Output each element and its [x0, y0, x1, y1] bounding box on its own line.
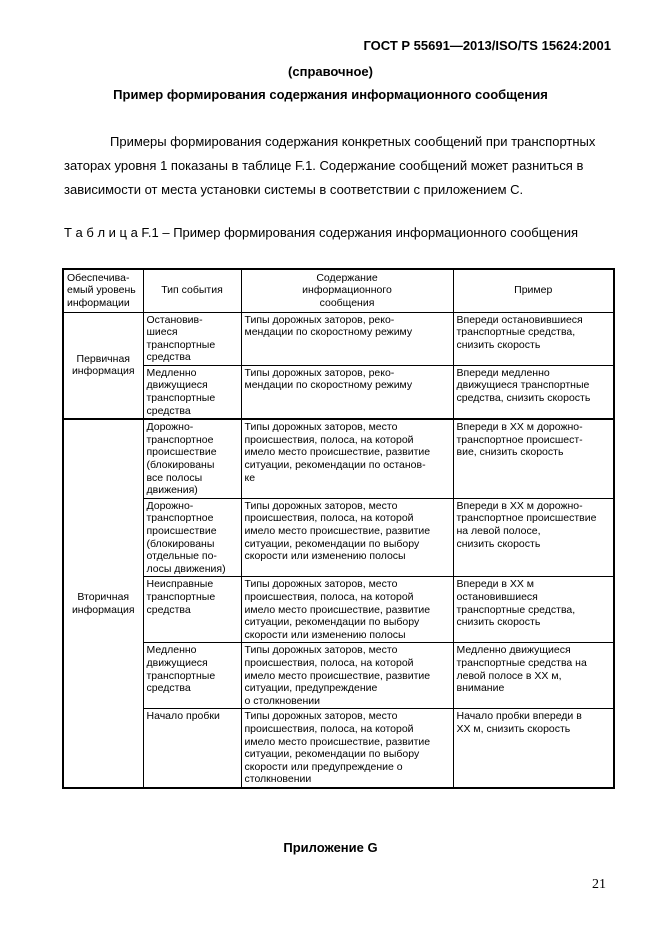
- example-cell: Медленно движущиеся транспортные средства на левой полосе в XX м, внимание: [453, 643, 614, 709]
- annex-type: (справочное): [288, 64, 373, 79]
- table-row: [63, 419, 614, 498]
- content-cell: Типы дорожных заторов, место происшествия, полоса, на которой имело место происшествие, развитие ситуации, предупреждение о столкновении: [241, 643, 453, 709]
- example-cell: Начало пробки впереди в XX м, снизить скорость: [453, 709, 614, 788]
- table-row: [63, 709, 614, 788]
- example-cell: Впереди в XX м дорожно- транспортное происшест- вие, снизить скорость: [453, 419, 614, 498]
- example-cell: Впереди в XX м дорожно- транспортное происшествие на левой полосе, снизить скорость: [453, 498, 614, 577]
- table-row: [63, 365, 614, 419]
- body-paragraph: Примеры формирования содержания конкретных сообщений при транспортных заторах уровня 1 показаны в таблице F.1. Содержание сообщений может разниться в зависимости от места установки системы в соответствии с приложением С.: [64, 134, 596, 197]
- next-annex-heading: Приложение G: [283, 840, 378, 855]
- page-number: 21: [592, 877, 606, 892]
- header-cell: Тип события: [143, 269, 241, 312]
- example-table: [62, 268, 615, 789]
- document-header: ГОСТ Р 55691—2013/ISO/TS 15624:2001: [363, 38, 611, 53]
- header-cell: Содержание информационного сообщения: [241, 269, 453, 312]
- event-cell: Медленно движущиеся транспортные средства: [143, 365, 241, 419]
- table-row: [63, 643, 614, 709]
- section-title: Пример формирования содержания информационного сообщения: [113, 87, 548, 102]
- table-row: [63, 577, 614, 643]
- event-cell: Медленно движущиеся транспортные средства: [143, 643, 241, 709]
- level-cell: Вторичная информация: [63, 419, 143, 788]
- table-row: [63, 312, 614, 365]
- event-cell: Неисправные транспортные средства: [143, 577, 241, 643]
- event-cell: Дорожно- транспортное происшествие (блокированы отдельные по- лосы движения): [143, 498, 241, 577]
- table-header-row: [63, 269, 614, 312]
- content-cell: Типы дорожных заторов, реко- мендации по скоростному режиму: [241, 365, 453, 419]
- event-cell: Начало пробки: [143, 709, 241, 788]
- event-cell: Дорожно- транспортное происшествие (блокированы все полосы движения): [143, 419, 241, 498]
- table-caption: Т а б л и ц а F.1 – Пример формирования содержания информационного сообщения: [64, 225, 579, 240]
- level-cell: Первичная информация: [63, 312, 143, 419]
- content-cell: Типы дорожных заторов, место происшествия, полоса, на которой имело место происшествие, развитие ситуации, рекомендации по выбору скорости или изменению полосы: [241, 498, 453, 577]
- event-cell: Остановив- шиеся транспортные средства: [143, 312, 241, 365]
- content-cell: Типы дорожных заторов, место происшествия, полоса, на которой имело место происшествие, развитие ситуации, рекомендации по выбору скорости или предупреждение о столкновении: [241, 709, 453, 788]
- table-row: [63, 498, 614, 577]
- header-cell: Обеспечива- емый уровень информации: [63, 269, 143, 312]
- content-cell: Типы дорожных заторов, место происшествия, полоса, на которой имело место происшествие, развитие ситуации, рекомендации по выбору скорости или изменению полосы: [241, 577, 453, 643]
- example-cell: Впереди в XX м остановившиеся транспортные средства, снизить скорость: [453, 577, 614, 643]
- example-cell: Впереди медленно движущиеся транспортные средства, снизить скорость: [453, 365, 614, 419]
- content-cell: Типы дорожных заторов, место происшествия, полоса, на которой имело место происшествие, развитие ситуации, рекомендации по останов- ке: [241, 419, 453, 498]
- example-cell: Впереди остановившиеся транспортные средства, снизить скорость: [453, 312, 614, 365]
- content-cell: Типы дорожных заторов, реко- мендации по скоростному режиму: [241, 312, 453, 365]
- header-cell: Пример: [453, 269, 614, 312]
